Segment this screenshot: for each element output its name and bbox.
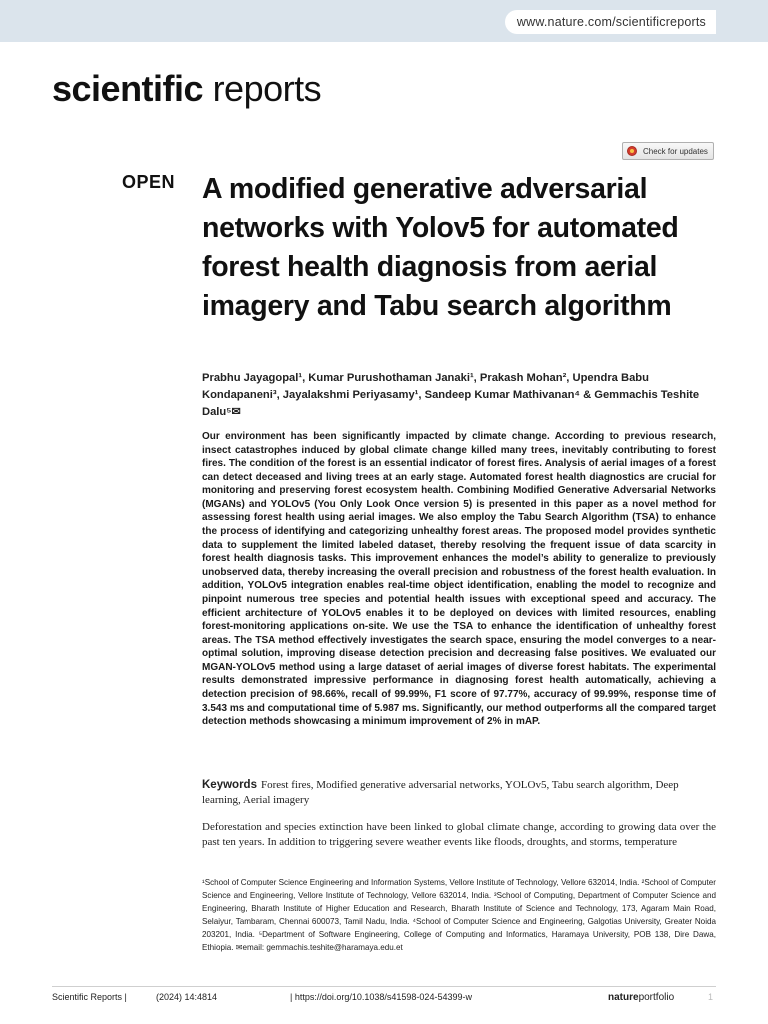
journal-url[interactable]: www.nature.com/scientificreports (505, 10, 716, 34)
url-bar (0, 0, 768, 42)
article-title: A modified generative adversarial networks with Yolov5 for automated forest health diagnosis from aerial imagery and Tabu search algorithm (202, 173, 679, 322)
nature-portfolio-logo (608, 992, 674, 1003)
author-list[interactable]: Prabhu Jayagopal¹, Kumar Purushothaman Janaki¹, Prakash Mohan², Upendra Babu Kondapaneni³, Jayalakshmi Periyasamy¹, Sandeep Kumar Mathivanan⁴ & Gemmachis Teshite Dalu⁵✉ (202, 372, 700, 418)
affiliations: ¹School of Computer Science Engineering and Information Systems, Vellore Institute of Technology, Vellore 632014, India. ²School of Computer Science and Engineering, Vellore Institute of Technology, Vellore 632014, India. ³School of Computing, Department of Computer Science and Engineering, Bharath Institute of Higher Education and Research, Bharath Institute of Science and Technology, 173, Agaram Main Road, Selaiyur, Tambaram, Chennai 600073, Tamil Nadu, India. ⁴School of Computer Science and Engineering, Galgotias University, Greater Noida 203201, India. ⁵Department of Software Engineering, College of Computing and Informatics, Haramaya University, POB 138, Dire Dawa, Ethiopia. ✉email: gemmachis.teshite@haramaya.edu.et (202, 878, 716, 953)
brand-bold: nature (608, 992, 639, 1003)
check-for-updates-button[interactable] (622, 142, 714, 160)
check-for-updates-label: Check for updates (643, 147, 708, 156)
footer-volume: (2024) 14:4814 (156, 992, 218, 1002)
page-number: 1 (708, 992, 714, 1002)
keywords (202, 778, 716, 808)
keywords-text: Forest fires, Modified generative adversarial networks, YOLOv5, Tabu search algorithm, Deep learning, Aerial imagery (202, 779, 679, 806)
journal-logo (52, 68, 321, 110)
footer-journal: Scientific Reports | (52, 992, 127, 1002)
abstract: Our environment has been significantly impacted by climate change. According to previous research, insect catastrophes induced by global climate change killed many trees, inevitably contributing to forest fires. The condition of the forest is an essential indicator of forest fires. Analysis of aerial images of a forest can detect deceased and living trees at an early stage. Automated forest health diagnostics are crucial for monitoring and preserving forest ecosystem health. Combining Modified Generative Adversarial Networks (MGANs) and YOLOv5 (You Only Look Once version 5) is presented in this paper as a novel method for assessing forest health using aerial images. We also employ the Tabu Search Algorithm (TSA) to enhance the process of identifying and categorizing unhealthy forest areas. The proposed model provides synthetic data to supplement the limited labeled dataset, thereby resolving the frequent issue of data scarcity in forest health diagnosis tasks. This improvement enhances the model’s ability to generalize to previously unobserved data, thereby increasing the overall precision and robustness of the forest health evaluation. In addition, YOLOv5 integration enables real-time object identification, enabling the model to recognize and pinpoint numerous tree species and potential health issues with exceptional speed and accuracy. The efficient architecture of YOLOv5 enables it to be deployed on devices with limited resources, enabling forest-monitoring applications on-site. We use the TSA to enhance the identification of unhealthy forest areas. The TSA method effectively investigates the search space, ensuring the model converges to a near-optimal solution, improving disease detection precision and decreasing false positives. We evaluated our MGAN-YOLOv5 method using a large dataset of aerial images of diverse forest habitats. The experimental results demonstrated impressive performance in diagnosing forest health automatically, achieving a detection precision of 98.66%, recall of 99.99%, F1 score of 97.77%, accuracy of 99.99%, response time of 3.543 ms and computational time of 5.987 ms. Significantly, our method outperforms all the compared target detection methods showcasing a minimum improvement of 2% in mAP. (202, 431, 716, 728)
journal-logo-light: reports (203, 68, 322, 109)
journal-logo-bold: scientific (52, 68, 204, 109)
open-access-label: OPEN (122, 172, 176, 192)
crossmark-icon (627, 146, 637, 156)
brand-light: portfolio (638, 992, 675, 1003)
footer-doi-link[interactable]: | https://doi.org/10.1038/s41598-024-54399-w (290, 992, 472, 1002)
footer-divider (52, 986, 716, 987)
intro-paragraph: Deforestation and species extinction have been linked to global climate change, according to growing data over the past ten years. In addition to triggering severe weather events like floods, droughts, and storms, temperature (202, 821, 716, 848)
keywords-label: Keywords (202, 779, 257, 791)
